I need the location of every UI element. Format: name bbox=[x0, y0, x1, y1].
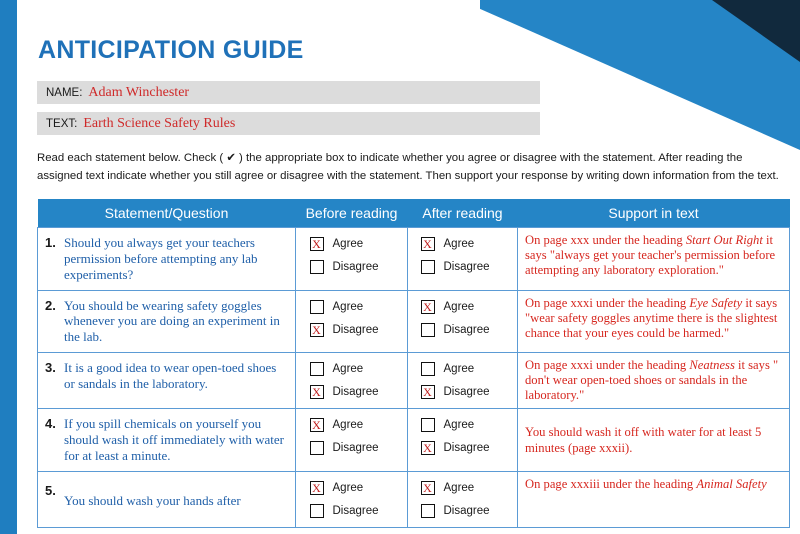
support-cell bbox=[518, 409, 790, 472]
checkbox-before-agree[interactable] bbox=[310, 362, 324, 376]
after-agree-option[interactable] bbox=[421, 237, 505, 251]
before-agree-option[interactable] bbox=[310, 362, 394, 376]
checkbox-after-disagree[interactable] bbox=[421, 323, 435, 337]
before-agree-option[interactable] bbox=[310, 418, 394, 432]
support-text[interactable] bbox=[518, 228, 789, 283]
page-title: ANTICIPATION GUIDE bbox=[38, 36, 304, 64]
checkbox-label-agree: Agree bbox=[332, 238, 364, 250]
support-text[interactable] bbox=[518, 353, 789, 408]
statement-text: Should you always get your teachers permission before attempting any lab experiments? bbox=[64, 235, 258, 282]
table-header-row bbox=[38, 199, 790, 228]
support-cell bbox=[518, 228, 790, 291]
before-options bbox=[296, 353, 407, 408]
checkbox-label-agree: Agree bbox=[443, 238, 475, 250]
before-agree-option[interactable] bbox=[310, 481, 394, 495]
after-reading-cell bbox=[408, 472, 518, 528]
checkbox-after-disagree[interactable]: X bbox=[421, 441, 435, 455]
after-agree-option[interactable] bbox=[421, 481, 505, 495]
support-heading-emphasis: Neatness bbox=[689, 358, 735, 373]
support-cell bbox=[518, 353, 790, 409]
table-body bbox=[38, 228, 790, 528]
after-disagree-option[interactable] bbox=[421, 441, 505, 455]
support-text-run: it says " don't wear open-toed shoes or sandals in the laboratory." bbox=[525, 358, 779, 403]
before-reading-cell bbox=[296, 290, 408, 353]
support-heading-emphasis: Eye Safety bbox=[689, 295, 743, 310]
instructions-paragraph: Read each statement below. Check ( ✔ ) the appropriate box to indicate whether you agree or disagree with the statement. After reading the assigned text indicate whether you still agree or disagree with the statement. Then support your response by writing down information from the text. bbox=[37, 152, 779, 182]
after-options bbox=[408, 472, 517, 527]
after-reading-cell bbox=[408, 290, 518, 353]
statement-number: 5. bbox=[45, 483, 56, 499]
before-agree-option[interactable] bbox=[310, 237, 394, 251]
support-text-run: On page xxx under the heading bbox=[525, 233, 686, 247]
header-after-reading: After reading bbox=[408, 199, 518, 228]
support-text[interactable] bbox=[518, 472, 789, 497]
checkbox-label-disagree: Disagree bbox=[332, 442, 379, 455]
before-options bbox=[296, 472, 407, 527]
field-row-name bbox=[37, 81, 540, 104]
support-cell bbox=[518, 290, 790, 353]
before-reading-cell bbox=[296, 472, 408, 528]
left-accent-stripe bbox=[0, 0, 17, 534]
checkbox-after-agree[interactable]: X bbox=[421, 237, 435, 251]
checkbox-label-agree: Agree bbox=[332, 363, 364, 376]
text-field-value[interactable]: Earth Science Safety Rules bbox=[83, 115, 236, 131]
after-options bbox=[408, 228, 517, 283]
table-header bbox=[38, 199, 790, 228]
support-heading-emphasis: Animal Safety bbox=[696, 477, 767, 492]
statement-number: 3. bbox=[45, 360, 56, 376]
before-reading-cell bbox=[296, 353, 408, 409]
checkbox-before-agree[interactable]: X bbox=[310, 237, 324, 251]
statement-text: You should wash your hands after bbox=[64, 493, 241, 509]
after-agree-option[interactable] bbox=[421, 418, 505, 432]
statement-number: 1. bbox=[45, 235, 56, 250]
checkbox-before-disagree[interactable] bbox=[310, 260, 324, 274]
field-row-text bbox=[37, 112, 540, 135]
statement-cell bbox=[38, 290, 296, 353]
support-cell bbox=[518, 472, 790, 528]
checkbox-before-disagree[interactable]: X bbox=[310, 323, 324, 337]
before-options bbox=[296, 409, 407, 464]
after-reading-cell bbox=[408, 409, 518, 472]
after-disagree-option[interactable] bbox=[421, 385, 505, 399]
checkbox-label-agree: Agree bbox=[332, 419, 364, 432]
checkbox-label-disagree: Disagree bbox=[332, 505, 379, 518]
header-before-reading: Before reading bbox=[296, 199, 408, 228]
before-agree-option[interactable] bbox=[310, 300, 394, 314]
support-text-run: You should wash it off with water for at least 5 minutes (page xxxii). bbox=[525, 425, 762, 455]
name-field-label: NAME: bbox=[46, 86, 83, 99]
header-statement: Statement/Question bbox=[38, 199, 296, 228]
before-reading-cell bbox=[296, 228, 408, 291]
checkbox-label-disagree: Disagree bbox=[443, 442, 490, 455]
statement-text: It is a good idea to wear open-toed shoes or sandals in the laboratory. bbox=[64, 360, 277, 392]
checkbox-before-agree[interactable] bbox=[310, 300, 324, 314]
checkbox-label-disagree: Disagree bbox=[443, 261, 490, 273]
support-heading-emphasis: Start Out Right bbox=[685, 233, 763, 247]
anticipation-guide-table bbox=[37, 199, 790, 528]
checkbox-label-agree: Agree bbox=[443, 419, 475, 432]
checkbox-label-disagree: Disagree bbox=[332, 386, 379, 399]
statement-cell bbox=[38, 353, 296, 409]
checkbox-after-agree[interactable] bbox=[421, 418, 435, 432]
before-disagree-option[interactable] bbox=[310, 323, 394, 337]
checkbox-before-agree[interactable]: X bbox=[310, 418, 324, 432]
statement-wrapper bbox=[38, 291, 295, 353]
checkbox-after-agree[interactable]: X bbox=[421, 481, 435, 495]
statement-wrapper bbox=[38, 353, 295, 399]
after-disagree-option[interactable] bbox=[421, 504, 505, 518]
statement-number: 4. bbox=[45, 416, 56, 432]
statement-cell bbox=[38, 228, 296, 291]
after-options bbox=[408, 353, 517, 408]
checkbox-label-agree: Agree bbox=[443, 363, 475, 376]
checkbox-label-agree: Agree bbox=[332, 300, 364, 313]
before-disagree-option[interactable] bbox=[310, 441, 394, 455]
after-reading-cell bbox=[408, 228, 518, 291]
before-options bbox=[296, 291, 407, 346]
support-text-run: On page xxxiii under the heading bbox=[525, 477, 697, 492]
after-disagree-option[interactable] bbox=[421, 260, 505, 274]
checkbox-after-agree[interactable]: X bbox=[421, 300, 435, 314]
checkbox-after-disagree[interactable]: X bbox=[421, 385, 435, 399]
before-disagree-option[interactable] bbox=[310, 504, 394, 518]
checkbox-label-agree: Agree bbox=[443, 300, 475, 313]
checkbox-label-disagree: Disagree bbox=[443, 323, 490, 336]
support-text-run: On page xxxi under the heading bbox=[525, 295, 690, 310]
checkbox-label-disagree: Disagree bbox=[332, 261, 379, 273]
checkbox-label-disagree: Disagree bbox=[332, 323, 379, 336]
support-text-run: it says "always get your teacher's permission before attempting any laboratory exploration." bbox=[525, 233, 776, 278]
before-reading-cell bbox=[296, 409, 408, 472]
checkbox-before-disagree[interactable] bbox=[310, 441, 324, 455]
table-row bbox=[38, 228, 790, 291]
checkbox-before-disagree[interactable] bbox=[310, 504, 324, 518]
checkbox-after-disagree[interactable] bbox=[421, 504, 435, 518]
checkbox-after-agree[interactable] bbox=[421, 362, 435, 376]
table-row bbox=[38, 472, 790, 528]
before-disagree-option[interactable] bbox=[310, 385, 394, 399]
sheet-body bbox=[17, 0, 800, 534]
table-row bbox=[38, 353, 790, 409]
after-agree-option[interactable] bbox=[421, 362, 505, 376]
before-disagree-option[interactable] bbox=[310, 260, 394, 274]
text-field-label: TEXT: bbox=[46, 117, 78, 130]
after-options bbox=[408, 291, 517, 346]
statement-cell bbox=[38, 472, 296, 528]
after-reading-cell bbox=[408, 353, 518, 409]
statement-wrapper bbox=[38, 472, 295, 516]
checkbox-before-disagree[interactable]: X bbox=[310, 385, 324, 399]
support-text-run: it says "wear safety goggles anytime there is the slightest chance that your eyes could be harmed." bbox=[525, 295, 778, 340]
statement-wrapper bbox=[38, 409, 295, 471]
support-text-run: On page xxxi under the heading bbox=[525, 358, 690, 373]
checkbox-label-disagree: Disagree bbox=[443, 386, 490, 399]
statement-text: You should be wearing safety goggles whenever you are doing an experiment in the lab. bbox=[64, 297, 280, 345]
table-row bbox=[38, 409, 790, 472]
statement-number: 2. bbox=[45, 297, 56, 313]
checkbox-label-agree: Agree bbox=[443, 482, 475, 495]
support-text[interactable] bbox=[518, 291, 789, 346]
after-agree-option[interactable] bbox=[421, 300, 505, 314]
statement-text: If you spill chemicals on yourself you should wash it off immediately with water for at least a minute. bbox=[64, 416, 284, 464]
checkbox-label-agree: Agree bbox=[332, 482, 364, 495]
table-row bbox=[38, 290, 790, 353]
name-field-value[interactable]: Adam Winchester bbox=[88, 84, 190, 100]
before-options bbox=[296, 228, 407, 283]
statement-cell bbox=[38, 409, 296, 472]
support-text[interactable] bbox=[518, 409, 789, 460]
header-support-in-text: Support in text bbox=[518, 199, 790, 228]
checkbox-after-disagree[interactable] bbox=[421, 260, 435, 274]
checkbox-before-agree[interactable]: X bbox=[310, 481, 324, 495]
after-disagree-option[interactable] bbox=[421, 323, 505, 337]
after-options bbox=[408, 409, 517, 464]
statement-wrapper bbox=[38, 228, 295, 290]
checkbox-label-disagree: Disagree bbox=[443, 505, 490, 518]
